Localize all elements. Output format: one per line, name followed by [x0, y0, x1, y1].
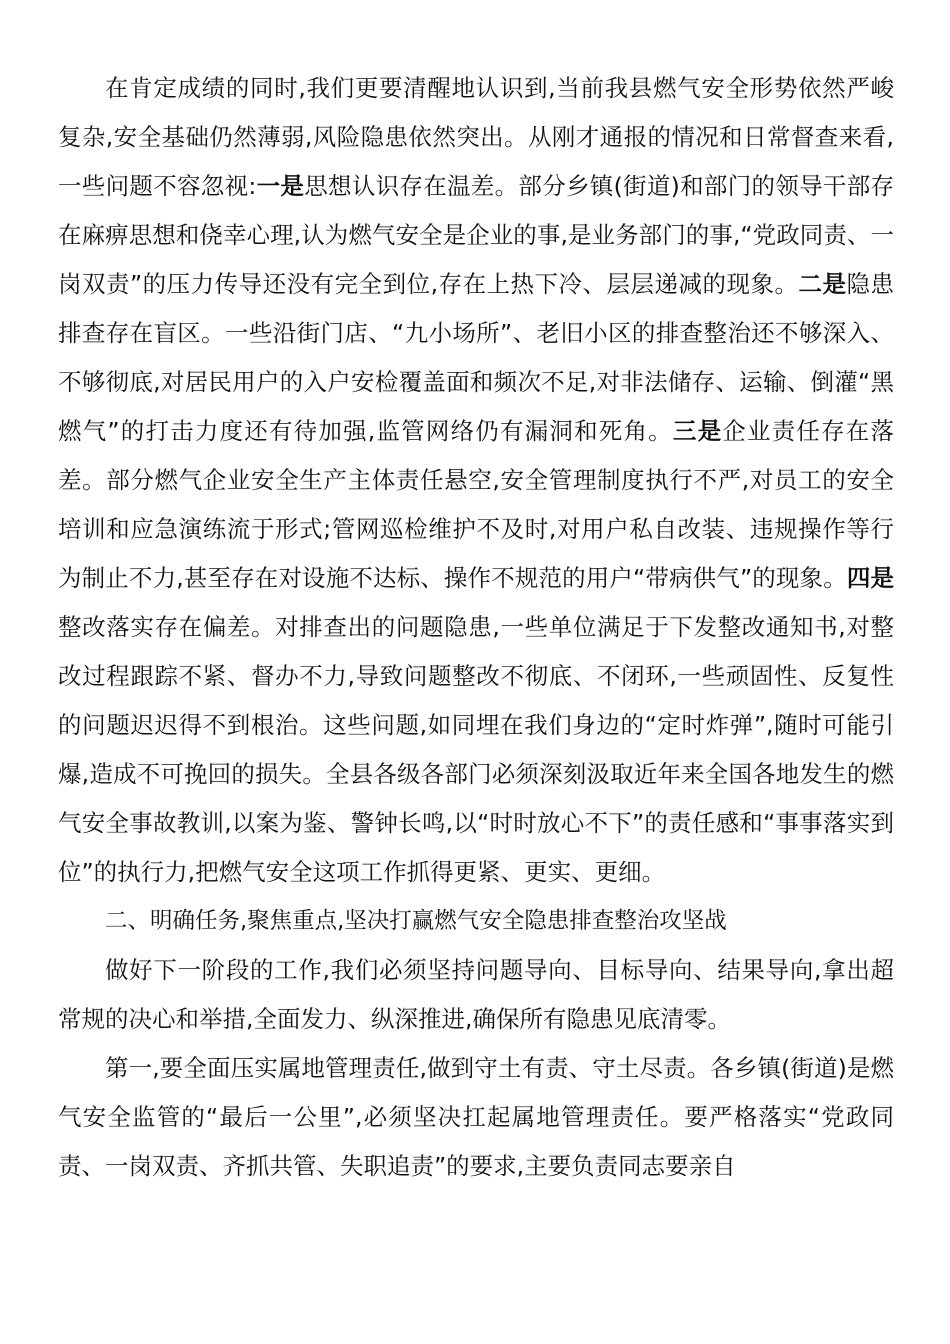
problems-intro: 在肯定成绩的同时,我们更要清醒地认识到,当前我县燃气安全形势依然严峻复杂,安全基础仍然薄弱,风险隐患依然突出。从刚才通报的情况和日常督查来看,一些问题不容忽视: — [58, 74, 894, 200]
point-3-text: 企业责任存在落差。部分燃气企业安全生产主体责任悬空,安全管理制度执行不严,对员工的安全培训和应急演练流于形式;管网巡检维护不及时,对用户私自改装、违规操作等行为制止不力,甚至存在对设施不达标、操作不规范的用户“带病供气”的现象。 — [58, 417, 895, 592]
point-4-text: 整改落实存在偏差。对排查出的问题隐患,一些单位满足于下发整改通知书,对整改过程跟踪不紧、督办不力,导致问题整改不彻底、不闭环,一些顽固性、反复性的问题迟迟得不到根治。这些问题,如同埋在我们身边的“定时炸弹”,随时可能引爆,造成不可挽回的损失。全县各级各部门必须深刻汲取近年来全国各地发生的燃气安全事故教训,以案为鉴、警钟长鸣,以“时时放心不下”的责任感和“事事落实到位”的执行力,把燃气安全这项工作抓得更紧、更实、更细。 — [58, 613, 894, 886]
paragraph-problems — [58, 64, 894, 897]
point-4-label: 四是 — [846, 564, 895, 592]
paragraph-first-task: 第一,要全面压实属地管理责任,做到守土有责、守土尽责。各乡镇(街道)是燃气安全监管的“最后一公里”,必须坚决扛起属地管理责任。要严格落实“党政同责、一岗双责、齐抓共管、失职追责”的要求,主要负责同志要亲自 — [58, 1054, 894, 1180]
point-2-text: 隐患排查存在盲区。一些沿街门店、“九小场所”、老旧小区的排查整治还不够深入、不够彻底,对居民用户的入户安检覆盖面和频次不足,对非法储存、运输、倒灌“黑燃气”的打击力度还有待加强,监管网络仍有漏洞和死角。 — [58, 270, 895, 445]
section-heading: 二、明确任务,聚焦重点,坚决打赢燃气安全隐患排查整治攻坚战 — [105, 908, 727, 934]
point-2-label: 二是 — [798, 270, 847, 298]
point-1-label: 一是 — [256, 172, 305, 200]
point-1-text: 思想认识存在温差。部分乡镇(街道)和部门的领导干部存在麻痹思想和侥幸心理,认为燃气安全是企业的事,是业务部门的事,“党政同责、一岗双责”的压力传导还没有完全到位,存在上热下冷、层层递减的现象。 — [58, 172, 895, 298]
paragraph-tasks-intro: 做好下一阶段的工作,我们必须坚持问题导向、目标导向、结果导向,拿出超常规的决心和举措,全面发力、纵深推进,确保所有隐患见底清零。 — [58, 956, 894, 1033]
document-page — [58, 64, 894, 1191]
point-3-label: 三是 — [672, 417, 723, 445]
